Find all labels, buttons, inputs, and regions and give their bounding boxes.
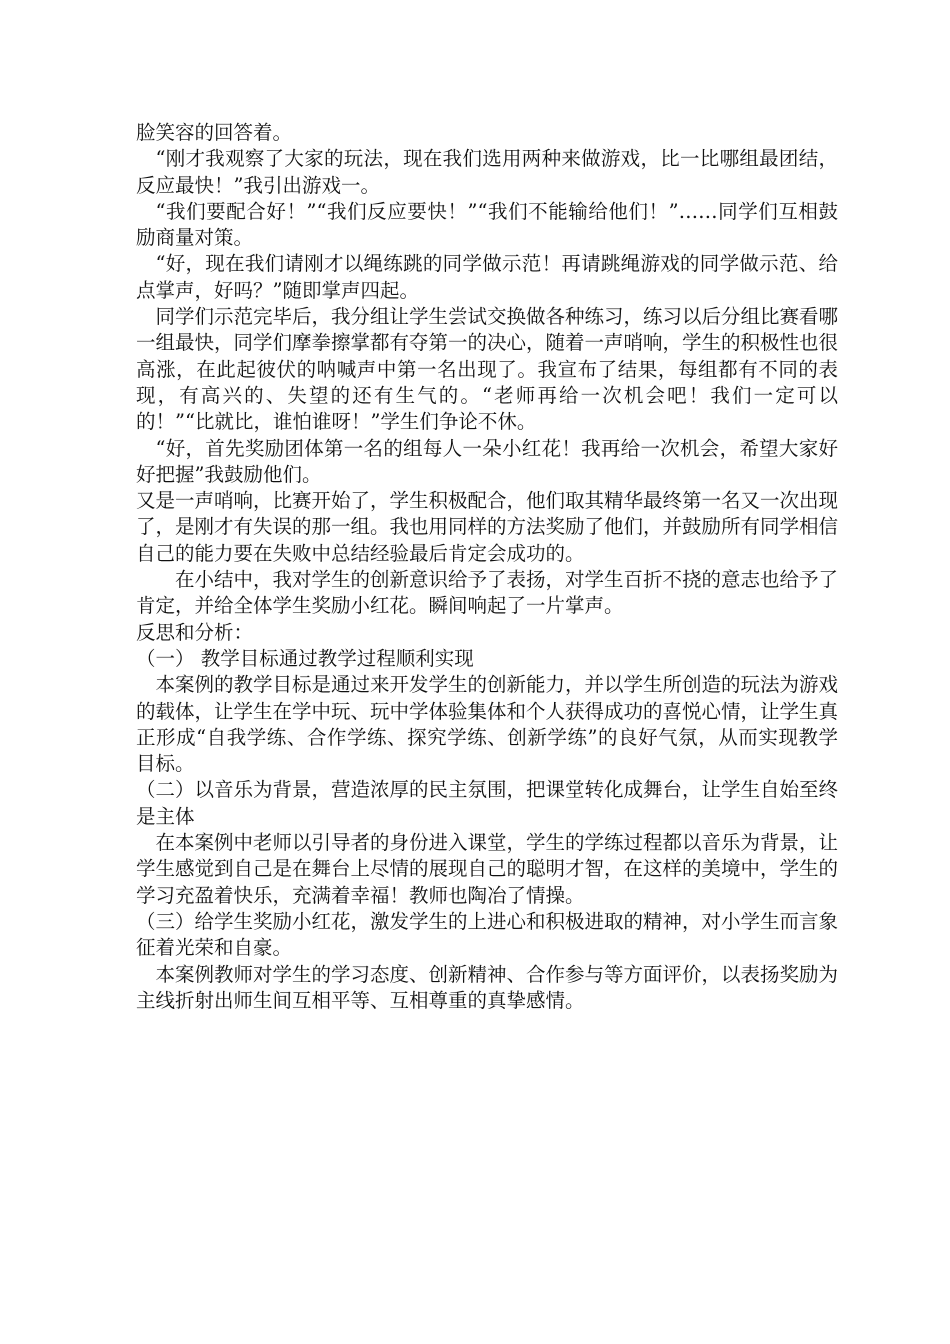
paragraph-game-intro: “刚才我观察了大家的玩法，现在我们选用两种来做游戏，比一比哪组最团结，反应最快！”我引出游戏一。 <box>136 147 838 197</box>
paragraph-summary: 在小结中，我对学生的创新意识给予了表扬，对学生百折不挠的意志也给予了肯定，并给全体学生奖励小红花。瞬间响起了一片掌声。 <box>136 568 839 618</box>
paragraph-second-round: 又是一声哨响，比赛开始了，学生积极配合，他们取其精华最终第一名又一次出现了，是刚才有失误的那一组。我也用同样的方法奖励了他们，并鼓励所有同学相信自己的能力要在失败中总结经验最后肯定会成功的。 <box>136 489 839 565</box>
subheading-two: （二）以音乐为背景，营造浓厚的民主氛围，把课堂转化成舞台，让学生自始至终是主体 <box>136 778 839 828</box>
paragraph-teaching-goal: 本案例的教学目标是通过来开发学生的创新能力，并以学生所创造的玩法为游戏的载体，让学生在学中玩、玩中学体验集体和个人获得成功的喜悦心情，让学生真正形成“自我学练、合作学练、探究学练、创新学练”的良好气氛，从而实现教学目标。 <box>136 673 839 776</box>
subheading-three: （三）给学生奖励小红花，激发学生的上进心和积极进取的精神，对小学生而言象征着光荣和自豪。 <box>136 909 839 960</box>
paragraph-evaluation: 本案例教师对学生的学习态度、创新精神、合作参与等方面评价，以表扬奖励为主线折射出师生间互相平等、互相尊重的真挚感情。 <box>136 962 839 1012</box>
document-body <box>136 120 838 1014</box>
paragraph-music-background: 在本案例中老师以引导者的身份进入课堂，学生的学练过程都以音乐为背景，让学生感觉到自己是在舞台上尽情的展现自己的聪明才智，在这样的美境中，学生的学习充盈着快乐，充满着幸福！教师也陶冶了情操。 <box>136 831 839 907</box>
subheading-one: （一） 教学目标通过教学过程顺利实现 <box>136 646 474 670</box>
paragraph-competition: 同学们示范完毕后，我分组让学生尝试交换做各种练习，练习以后分组比赛看哪一组最快，同学们摩拳擦掌都有夺第一的决心，随着一声哨响，学生的积极性也很高涨，在此起彼伏的呐喊声中第一名出现了。我宣布了结果，每组都有不同的表现，有高兴的、失望的还有生气的。“老师再给一次机会吧！我们一定可以的！”“比就比，谁怕谁呀！”学生们争论不休。 <box>136 305 839 434</box>
paragraph-continuation: 脸笑容的回答着。 <box>136 121 293 144</box>
section-heading-reflection: 反思和分析： <box>136 620 254 644</box>
paragraph-students-encourage: “我们要配合好！”“我们反应要快！”“我们不能输给他们！”……同学们互相鼓励商量对策。 <box>136 199 838 250</box>
paragraph-reward: “好，首先奖励团体第一名的组每人一朵小红花！我再给一次机会，希望大家好好把握”我鼓励他们。 <box>136 436 838 486</box>
paragraph-demonstration: “好，现在我们请刚才以绳练跳的同学做示范！再请跳绳游戏的同学做示范、给点掌声，好吗？”随即掌声四起。 <box>136 252 838 302</box>
